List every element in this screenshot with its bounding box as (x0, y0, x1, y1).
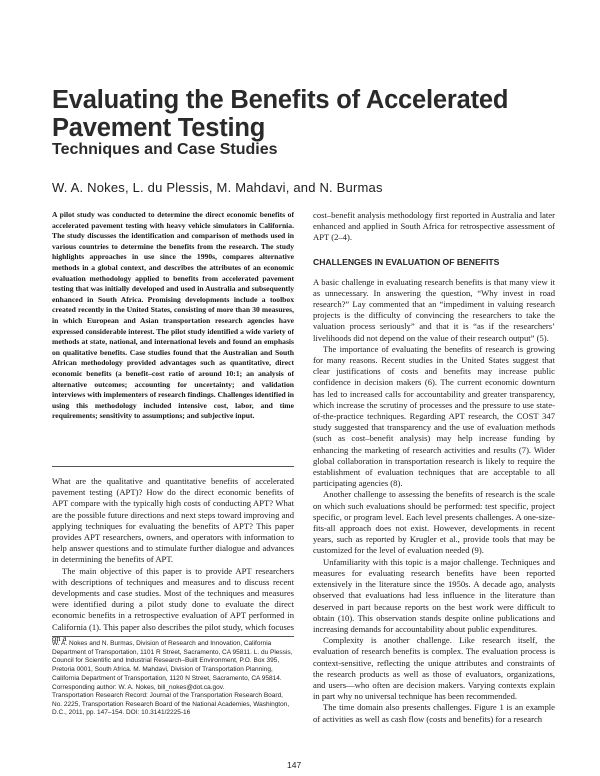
author-list: W. A. Nokes, L. du Plessis, M. Mahdavi, and N. Burmas (52, 180, 383, 195)
body-paragraph: The time domain also presents challenges. Figure 1 is an example of activities as well as cash flow (costs and benefits) for a research (313, 702, 555, 724)
abstract: A pilot study was conducted to determine the direct economic benefits of accelerated pavement testing with heavy vehicle simulators in California. The study discusses the identification and comparison of methods used in various countries to determine the benefits from the research. The study highlights approaches in use since the 1990s, compares alternative methods in a global context, and describes the attributes of an economic evaluation methodology applied to benefits from accelerated pavement testing that was initially developed and used in Australia and subsequently enhanced in South Africa. Promising developments include a toolbox created recently in the United States, consisting of more than 30 measures, in which European and Asian transportation research agencies have expressed considerable interest. The pilot study identified a wide variety of methods at state, national, and international levels and found an emphasis on qualitative benefits. Case studies found that the Australian and South African methodology provided advantages such as quantitative, direct economic benefits (a benefit–cost ratio of around 10:1; an analysis of alternative outcomes; accounting for uncertainty; and validation interviews with implementers of research findings. Challenges identified in using this methodology included intensive cost, labor, and time requirements; sensitivity to assumptions; and subjective input. (52, 210, 294, 421)
body-paragraph: Another challenge to assessing the benefits of research is the scale on which such evaluations should be performed: test specific, project specific, or program level. Each level presents challenges. A one-size-fits-all approach does not exist. However, developments in recent years, such as reported by Krugler et al., provide tools that may be customized for the level of evaluation needed (9). (313, 489, 555, 556)
paper-subtitle: Techniques and Case Studies (52, 141, 278, 158)
body-paragraph: A basic challenge in evaluating research benefits is that many view it as unnecessary. In answering the question, “Why invest in road research?” Lay commented that an “impediment in valuing research projects is the difficulty of convincing the researchers to take the valuation process seriously” and that it is “as if the researchers’ livelihoods did not depend on the value of their research output” (5). (313, 276, 555, 343)
author-affiliations-footnote: W. A. Nokes and N. Burmas, Division of Research and Innovation, California Department of Transportation, 1101 R Street, Sacramento, CA 95811. L. du Plessis, Council for Scientific and Industrial Research–Built Environment, P.O. Box 395, Pretoria 0001, South Africa. M. Mahdavi, Division of Transportation Planning, California Department of Transportation, 1120 N Street, Sacramento, CA 95814. Corresponding author: W. A. Nokes, bill_nokes@dot.ca.gov. (52, 640, 293, 691)
section-heading: CHALLENGES IN EVALUATION OF BENEFITS (313, 256, 500, 267)
body-paragraph: The importance of evaluating the benefits of research is growing for many reasons. Recent studies in the United States suggest that clear justifications of costs and benefits may increase public confidence in decision makers (6). The current economic downturn has led to increased calls for accountability and greater transparency, which increase the scrutiny of processes and the pressure to use state-of-the-practice techniques. Regarding APT research, the COST 347 study suggested that transparency and the use of evaluation methods (such as cost–benefit analysis) may help increase funding by enhancing the marketing of research activities and results (7). Wider global collaboration in transportation research is likely to require the establishment of evaluation techniques that are acceptable to all participating agencies (8). (313, 343, 555, 489)
abstract-divider (52, 466, 294, 467)
paper-title: Evaluating the Benefits of Accelerated Pavement Testing (52, 86, 509, 142)
intro-paragraph: The main objective of this paper is to provide APT researchers with descriptions of techniques and measures and to discuss recent developments and case studies. Most of the techniques and measures were identified during a pilot study done to evaluate the direct economic benefits in a retrospective evaluation of APT performed in California (1). This paper also describes the pilot study, which focuses on a (52, 565, 294, 643)
body-paragraph: cost–benefit analysis methodology first reported in Australia and later enhanced and applied in South Africa for retrospective assessment of APT (2–4). (313, 210, 555, 243)
right-column (313, 210, 555, 725)
body-paragraph: Unfamiliarity with this topic is a major challenge. Techniques and measures for evaluating research benefits have been reported extensively in the literature since the 1950s. A decade ago, analysts observed that evaluations had less influence in the literature than deserved in part because reports on the best work were difficult to obtain (10). This observation stands despite online publications and increasing demands for accountability about public expenditures. (313, 556, 555, 634)
journal-citation: Transportation Research Record: Journal of the Transportation Research Board, No. 2225, Transportation Research Board of the National Academies, Washington, D.C., 2011, pp. 147–154. DOI: 10.3141/2225-16 (52, 692, 290, 717)
intro-paragraph: What are the qualitative and quantitative benefits of accelerated pavement testing (APT)? How do the direct economic benefits of APT compare with the typically high costs of conducting APT? What are the possible future directions and next steps toward improving and applying techniques for evaluating the benefits of APT? This paper provides APT researchers, owners, and operators with information to help answer questions and to stimulate further dialogue and advances in determining the benefits of APT. (52, 476, 294, 565)
introduction-section (52, 476, 294, 644)
footnote-divider (52, 636, 294, 637)
body-paragraph: Complexity is another challenge. Like research itself, the evaluation of research benefits is complex. The evaluation process is context-sensitive, reflecting the unique attributes and constraints of the research products as well as those of evaluators, organizations, and users—who often are decision makers. Varying contexts explain in part why no universal technique has been recommended. (313, 635, 555, 702)
page-number: 147 (287, 760, 302, 770)
